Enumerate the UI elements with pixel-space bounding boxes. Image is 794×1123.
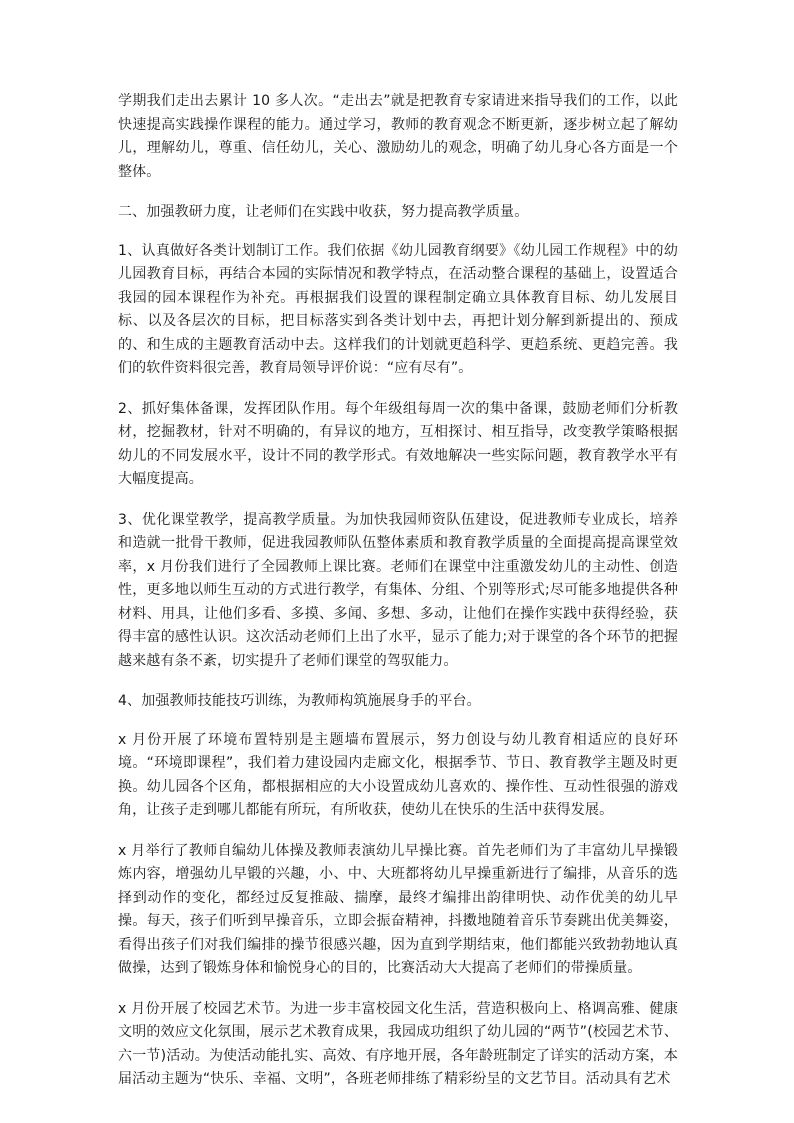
paragraph-item-1: 1、认真做好各类计划制订工作。我们依据《幼儿园教育纲要》《幼儿园工作规程》中的幼儿园教育目标，再结合本园的实际情况和教学特点，在活动整合课程的基础上，设置适合我园的园本课程作为补充。再根据我们设置的课程制定确立具体教育目标、幼儿发展目标、以及各层次的目标，把目标落实到各类计划中去，再把计划分解到新提出的、预成的、和生成的主题教育活动中去。这样我们的计划就更趋科学、更趋系统、更趋完善。我们的软件资料很完善，教育局领导评价说：“应有尽有”。 (118, 242, 678, 376)
paragraph-art-festival: x 月份开展了校园艺术节。为进一步丰富校园文化生活，营造积极向上、格调高雅、健康文明的效应文化氛围，展示艺术教育成果，我园成功组织了幼儿园的“两节”(校园艺术节、六一节)活动。为使活动能扎实、高效、有序地开展，各年龄班制定了详实的活动方案，本届活动主题为“快乐、幸福、文明”，各班老师排练了精彩纷呈的文艺节目。活动具有艺术 (118, 1000, 678, 1087)
section-heading-2: 二、加强教研力度，让老师们在实践中收获，努力提高教学质量。 (118, 204, 529, 220)
paragraph-item-3: 3、优化课堂教学，提高教学质量。为加快我园师资队伍建设，促进教师专业成长，培养和造就一批骨干教师，促进我园教师队伍整体素质和教育教学质量的全面提高提高课堂效率，x 月份我们进行了全园教师上课比赛。老师们在课堂中注重激发幼儿的主动性、创造性，更多地以师生互动的方式进行教学，有集体、分组、个别等形式;尽可能多地提供各种材料、用具，让他们多看、多摸、多闻、多想、多动，让他们在操作实践中获得经验，获得丰富的感性认识。这次活动老师们上出了水平，显示了能力;对于课堂的各个环节的把握越来越有条不紊，切实提升了老师们课堂的驾驭能力。 (118, 511, 678, 669)
paragraph-environment: x 月份开展了环境布置特别是主题墙布置展示，努力创设与幼儿教育相适应的良好环境。“环境即课程”，我们着力建设园内走廊文化，根据季节、节日、教育教学主题及时更换。幼儿园各个区角，都根据相应的大小设置成幼儿喜欢的、操作性、互动性很强的游戏角，让孩子走到哪儿都能有所玩，有所收获，使幼儿在快乐的生活中获得发展。 (118, 731, 678, 818)
paragraph-item-2: 2、抓好集体备课，发挥团队作用。每个年级组每周一次的集中备课，鼓励老师们分析教材，挖掘教材，针对不明确的，有异议的地方，互相探讨、相互指导，改变教学策略根据幼儿的不同发展水平，设计不同的教学形式。有效地解决一些实际问题，教育教学水平有大幅度提高。 (118, 400, 678, 487)
paragraph-morning-exercise: x 月举行了教师自编幼儿体操及教师表演幼儿早操比赛。首先老师们为了丰富幼儿早操锻炼内容，增强幼儿早锻的兴趣，小、中、大班都将幼儿早操重新进行了编排，从音乐的选择到动作的变化，都经过反复推敲、揣摩，最终才编排出韵律明快、动作优美的幼儿早操。每天，孩子们听到早操音乐，立即会振奋精神，抖擞地随着音乐节奏跳出优美舞姿，看得出孩子们对我们编排的操节很感兴趣，因为直到学期结束，他们都能兴致勃勃地认真做操，达到了锻炼身体和愉悦身心的目的，比赛活动大大提高了老师们的带操质量。 (118, 842, 678, 976)
document-page (118, 90, 678, 1109)
paragraph-item-4-heading: 4、加强教师技能技巧训练，为教师构筑施展身手的平台。 (118, 693, 481, 709)
paragraph-intro: 学期我们走出去累计 10 多人次。“走出去”就是把教育专家请进来指导我们的工作，以此快速提高实践操作课程的能力。通过学习，教师的教育观念不断更新，逐步树立起了解幼儿，理解幼儿，尊重、信任幼儿，关心、激励幼儿的观念，明确了幼儿身心各方面是一个整体。 (118, 93, 678, 180)
